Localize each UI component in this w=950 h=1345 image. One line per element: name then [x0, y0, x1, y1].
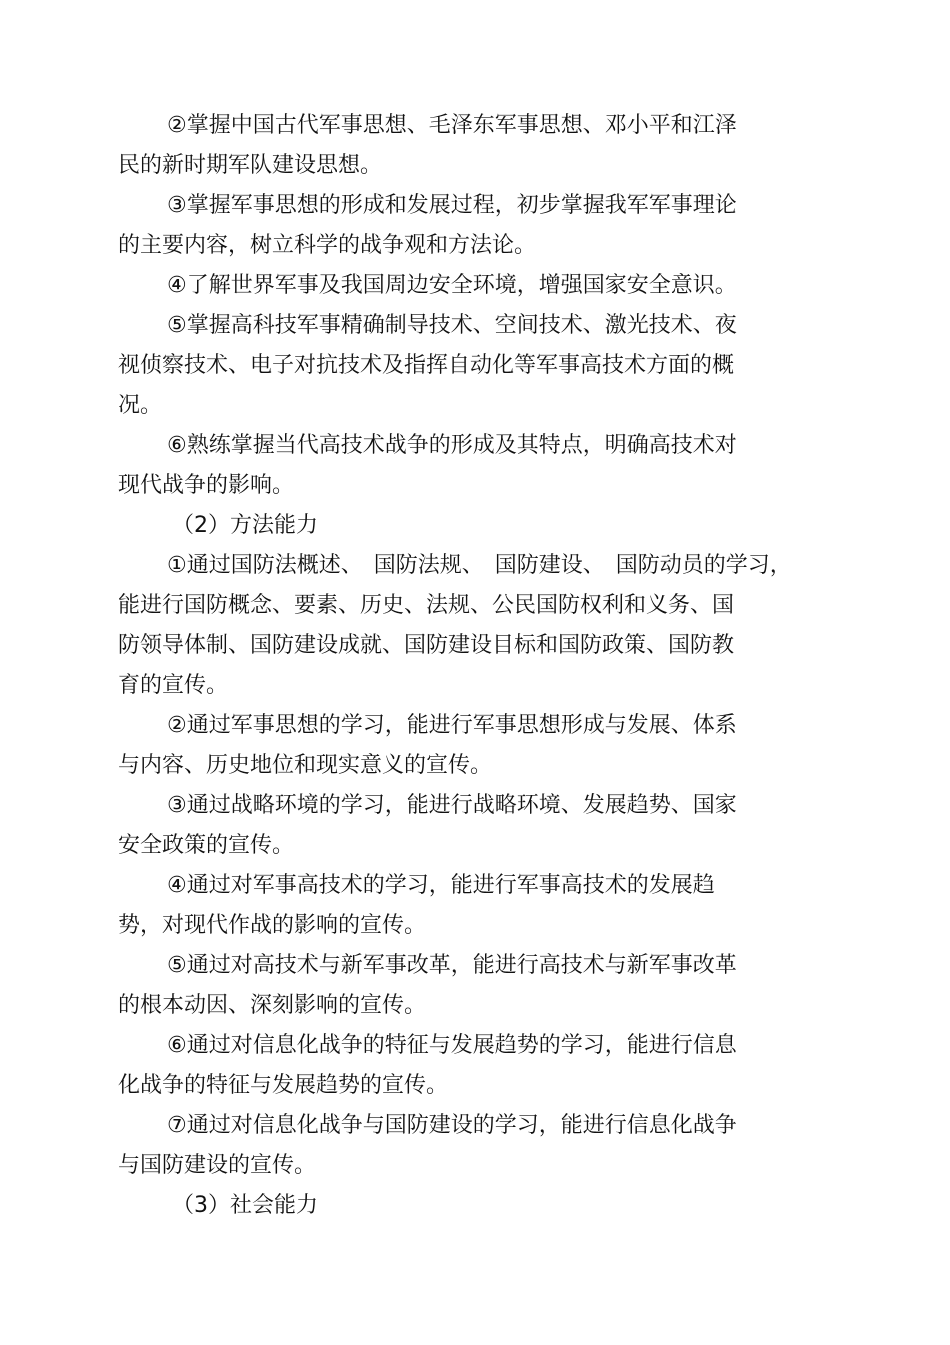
text-line: ②通过军事思想的学习，能进行军事思想形成与发展、体系: [167, 713, 737, 738]
text-line: 与内容、历史地位和现实意义的宣传。: [118, 753, 493, 778]
text-line: ⑦通过对信息化战争与国防建设的学习，能进行信息化战争: [167, 1113, 737, 1138]
section-heading: （2）方法能力: [172, 513, 318, 538]
text-line: ②掌握中国古代军事思想、毛泽东军事思想、邓小平和江泽: [167, 113, 737, 138]
section-heading: （3）社会能力: [172, 1193, 318, 1218]
text-line: 育的宣传。: [118, 673, 229, 698]
text-line: ①通过国防法概述、 国防法规、 国防建设、 国防动员的学习，: [167, 553, 792, 578]
text-line: 视侦察技术、电子对抗技术及指挥自动化等军事高技术方面的概: [118, 353, 735, 378]
text-line: ⑤掌握高科技军事精确制导技术、空间技术、激光技术、夜: [167, 313, 737, 338]
text-line: 势，对现代作战的影响的宣传。: [118, 913, 427, 938]
text-line: 能进行国防概念、要素、历史、法规、公民国防权利和义务、国: [118, 593, 735, 618]
text-line: ③掌握军事思想的形成和发展过程，初步掌握我军军事理论: [167, 193, 737, 218]
text-line: 的根本动因、深刻影响的宣传。: [118, 993, 427, 1018]
text-line: 的主要内容，树立科学的战争观和方法论。: [118, 233, 537, 258]
text-line: 化战争的特征与发展趋势的宣传。: [118, 1073, 449, 1098]
text-line: 况。: [118, 393, 163, 418]
text-line: ⑤通过对高技术与新军事改革，能进行高技术与新军事改革: [167, 953, 737, 978]
text-line: 与国防建设的宣传。: [118, 1153, 317, 1178]
text-line: ③通过战略环境的学习，能进行战略环境、发展趋势、国家: [167, 793, 737, 818]
text-line: 民的新时期军队建设思想。: [118, 153, 383, 178]
text-line: 现代战争的影响。: [118, 473, 295, 498]
text-line: ⑥熟练掌握当代高技术战争的形成及其特点，明确高技术对: [167, 433, 737, 458]
text-line: ④通过对军事高技术的学习，能进行军事高技术的发展趋: [167, 873, 715, 898]
text-line: 安全政策的宣传。: [118, 833, 295, 858]
text-line: 防领导体制、国防建设成就、国防建设目标和国防政策、国防教: [118, 633, 735, 658]
text-line: ④了解世界军事及我国周边安全环境，增强国家安全意识。: [167, 273, 737, 298]
text-line: ⑥通过对信息化战争的特征与发展趋势的学习，能进行信息: [167, 1033, 737, 1058]
